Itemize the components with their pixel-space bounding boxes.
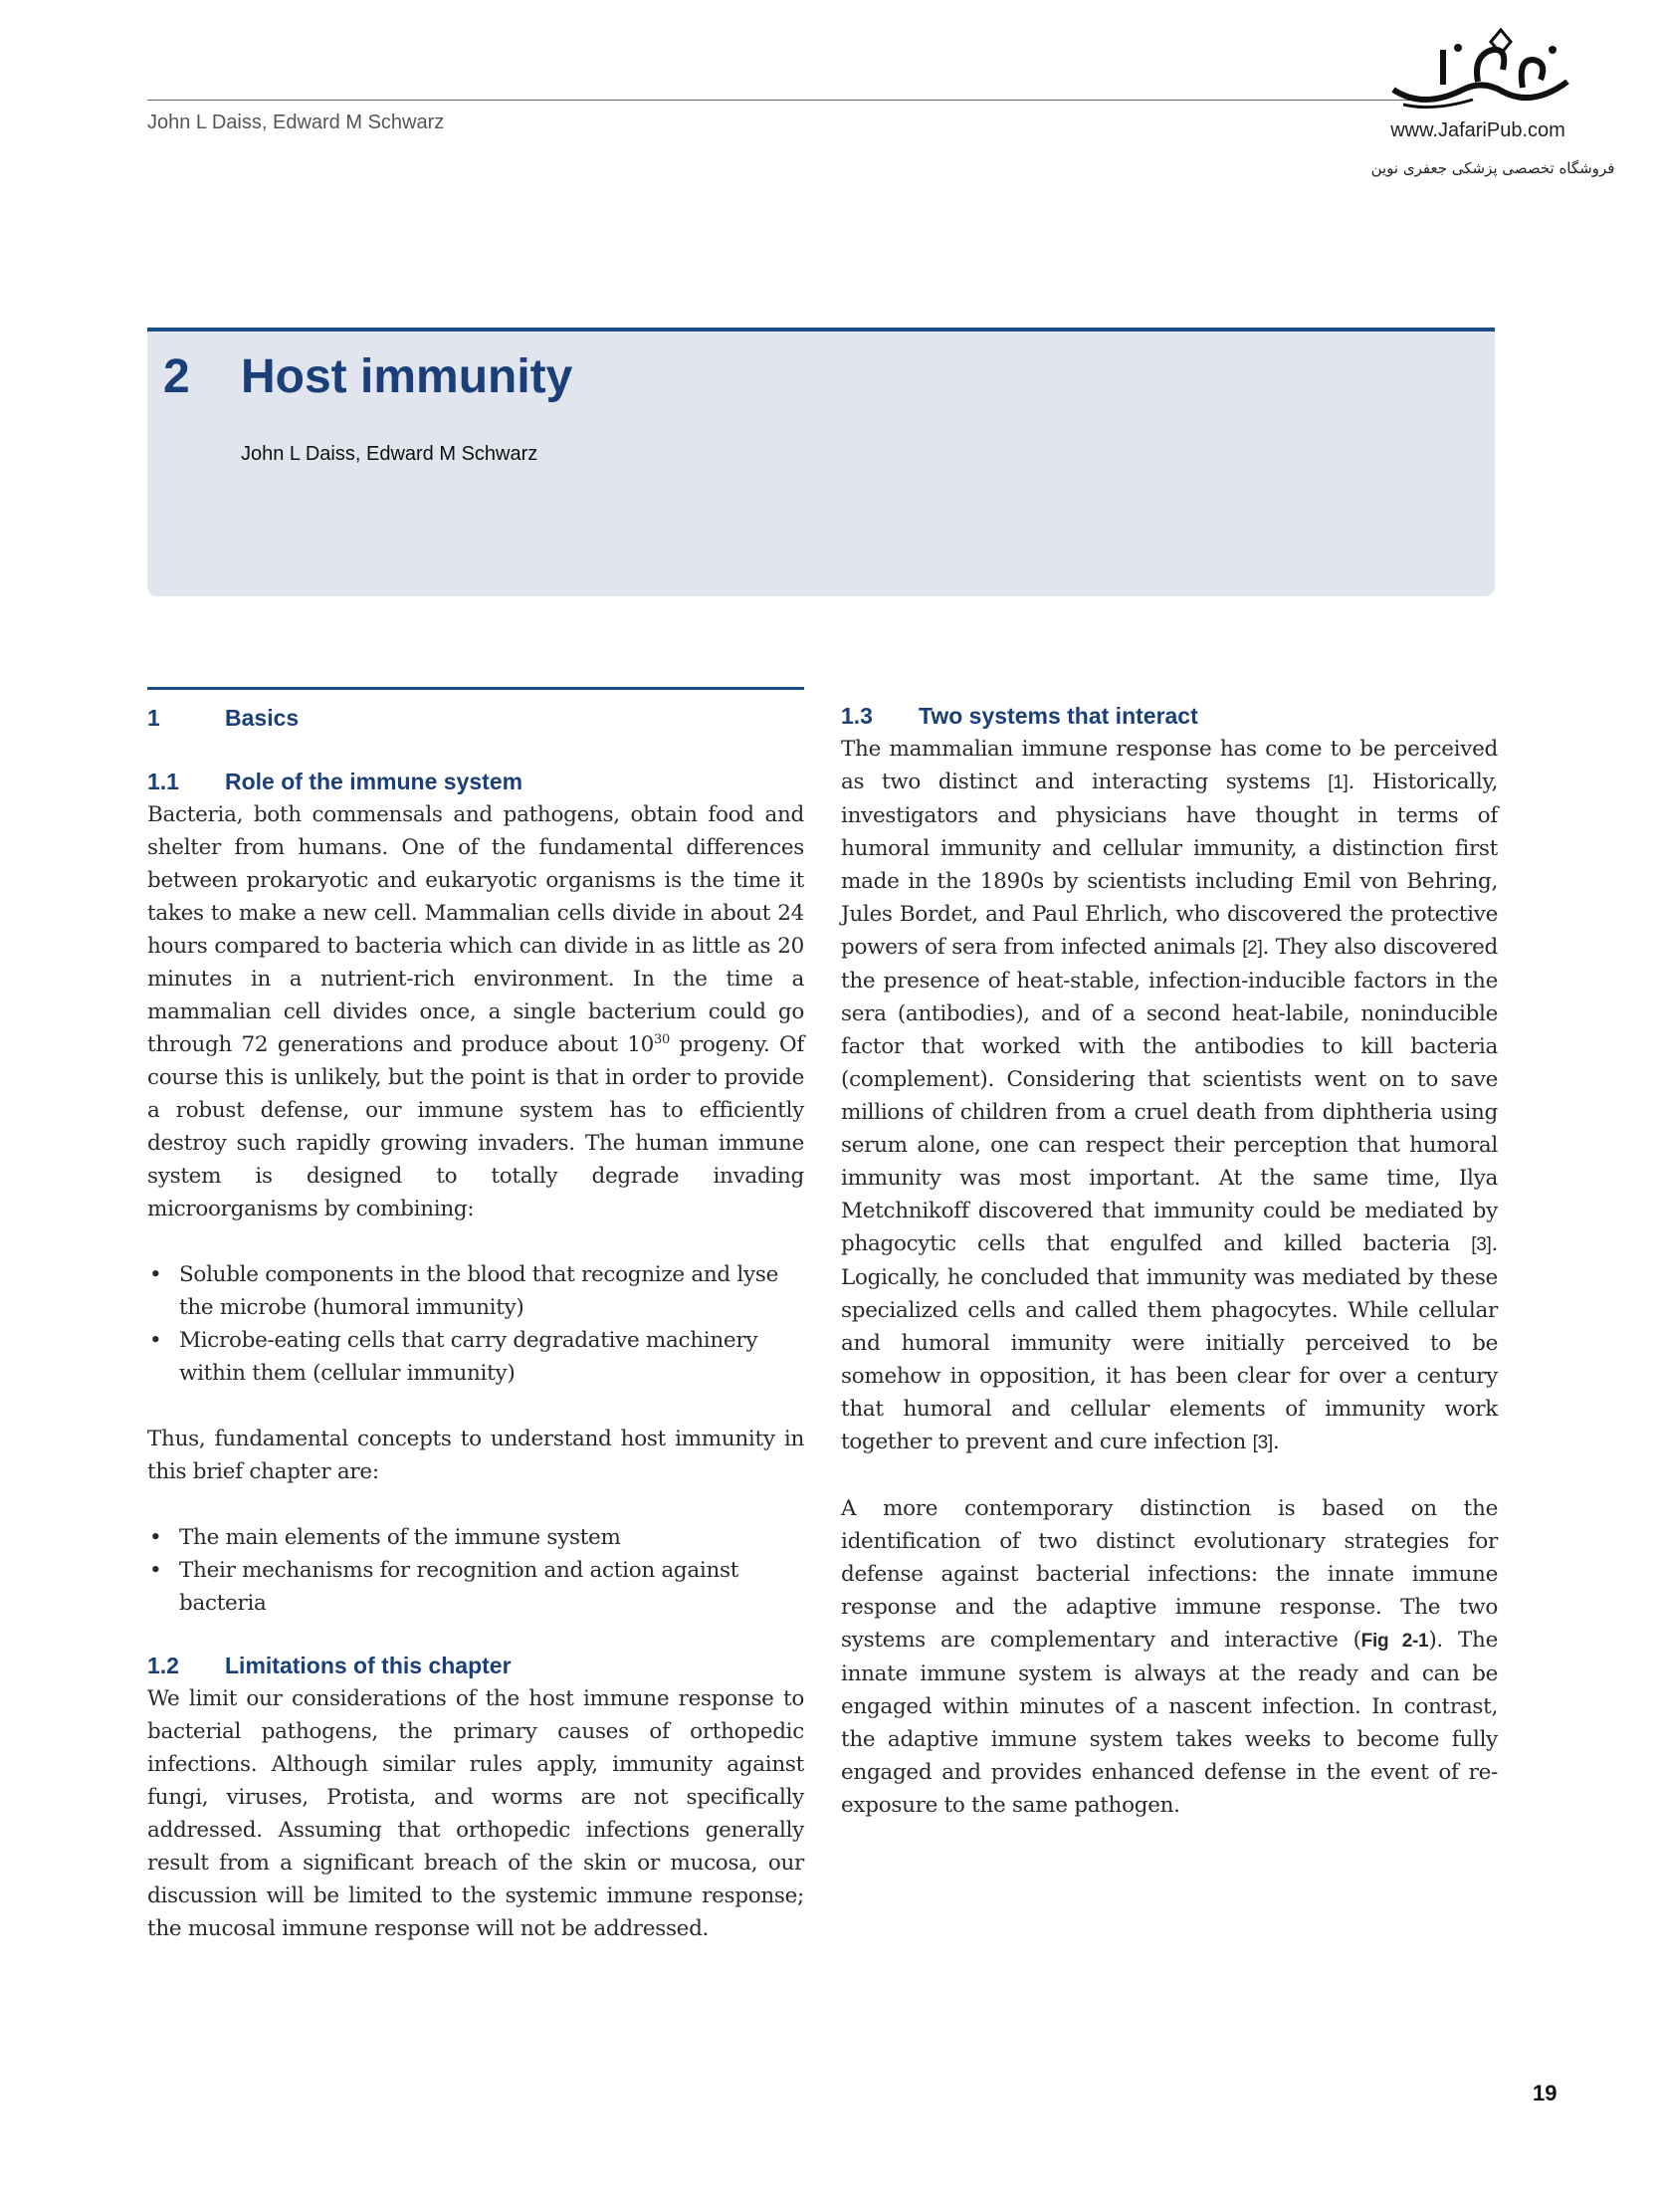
text-run: progeny. Of course this is unlikely, but the point is that in order to provide a robust defense, our immune system has to efficiently destroy such rapidly growing invaders. The human immune system is designed to totally degrade invading microorganisms by combining: [147,1032,804,1221]
citation-ref: [3] [1252,1433,1273,1453]
paragraph-two-systems [841,733,1498,1459]
section-number: 1.1 [147,769,179,794]
section-number: 1.2 [147,1653,179,1678]
citation-ref: [1] [1328,773,1349,793]
running-head-rule [147,100,1411,101]
figure-ref: Fig 2-1 [1360,1631,1429,1652]
calligraphy-logo-icon [1383,20,1582,114]
bullet-list-concepts [147,1521,804,1620]
section-title: Basics [225,705,300,731]
text-run: Bacteria, both commensals and pathogens, obtain food and shelter from humans. One of the fundamental differences between prokaryotic and eukaryotic organisms is the time it takes to make a new cell. Mammalian cells divide in about 24 hours compared to bacteria which can divide in as little as 20 minutes in a nutrient-rich environment. In the time a mammalian cell divides once, a single bacterium could go through 72 generations and produce about 10 [147,802,804,1057]
paragraph-innate-adaptive [841,1492,1498,1822]
logo-url: www.JafariPub.com [1390,119,1565,141]
logo-tagline: فروشگاه تخصصی پزشکی جعفری نوین [1370,159,1615,177]
paragraph-limitations: We limit our considerations of the host immune response to bacterial pathogens, the primary causes of orthopedic infections. Although similar rules apply, immunity against fungi, viruses, Protista, and worms are not specifically addressed. Assuming that orthopedic infections generally result from a significant breach of the skin or mucosa, our discussion will be limited to the systemic immune response; the mucosal immune response will not be addressed. [147,1686,804,1941]
section-rule [147,687,804,690]
section-title: Limitations of this chapter [225,1653,512,1678]
text-run: . Historically, investigators and physicians have thought in terms of humoral immunity and cellular immunity, a distinction first made in the 1890s by scientists including Emil von Behring, Jules Bordet, and Paul Ehrlich, who discovered the protective powers of sera from infected animals [841,770,1498,960]
section-heading-role [147,766,804,798]
section-heading-basics [147,700,804,736]
text-run: A more contemporary distinction is based on the identification of two distinct evolutionary strategies for defense against bacterial infections: the innate immune response and the adaptive immune response. The two systems are complementary and interactive ( [841,1496,1498,1653]
text-run: . Logically, he concluded that immunity was mediated by these specialized cells and called them phagocytes. While cellular and humoral immunity were initially perceived to be somehow in opposition, it has been clear for over a century that humoral and cellular elements of immunity work together to prevent and cure infection [841,1231,1498,1454]
publisher-logo [1363,20,1622,189]
paragraph-role [147,798,804,1225]
chapter-number: 2 [163,350,190,403]
text-run: The mammalian immune response has come to be perceived as two distinct and interacting systems [841,737,1498,794]
citation-ref: [3] [1471,1234,1492,1255]
chapter-title: Host immunity [241,350,573,403]
superscript: 30 [654,1031,670,1047]
section-heading-two-systems [841,700,1498,733]
running-head: John L Daiss, Edward M Schwarz [147,111,445,133]
list-item: • Soluble components in the blood that recognize and lyse the microbe (humoral immunity) [147,1258,804,1324]
text-run: . They also discovered the presence of heat-stable, infection-inducible factors in the sera (antibodies), and of a second heat-labile, noninducible factor that worked with the antibodies to kill bacteria (complement). Considering that scientists went on to save millions of children from a cruel death from diphtheria using serum alone, one can respect their perception that humoral immunity was most important. At the same time, Ilya Metchnikoff discovered that immunity could be mediated by phagocytic cells that engulfed and killed bacteria [841,935,1498,1256]
section-number: 1 [147,705,160,731]
chapter-title-box [147,328,1495,596]
list-item: • Their mechanisms for recognition and action against bacteria [147,1554,804,1620]
page-number: 19 [1533,2081,1558,2105]
paragraph-concepts: Thus, fundamental concepts to understand host immunity in this brief chapter are: [147,1427,804,1484]
text-run: . [1272,1430,1280,1454]
section-title: Two systems that interact [919,703,1198,729]
chapter-authors: John L Daiss, Edward M Schwarz [241,443,538,465]
list-item: • Microbe-eating cells that carry degradative machinery within them (cellular immunity) [147,1324,804,1390]
list-item: • The main elements of the immune system [147,1521,804,1554]
text-run: ). The innate immune system is always at the ready and can be engaged within minutes of a nascent infection. In contrast, the adaptive immune system takes weeks to become fully engaged and provides enhanced defense in the event of re-exposure to the same pathogen. [841,1628,1498,1818]
section-title: Role of the immune system [225,769,523,794]
bullet-list-components [147,1258,804,1390]
left-column [147,687,804,1945]
right-column [841,687,1498,1822]
section-heading-limitations [147,1650,804,1682]
citation-ref: [2] [1242,938,1263,959]
section-number: 1.3 [841,703,873,729]
